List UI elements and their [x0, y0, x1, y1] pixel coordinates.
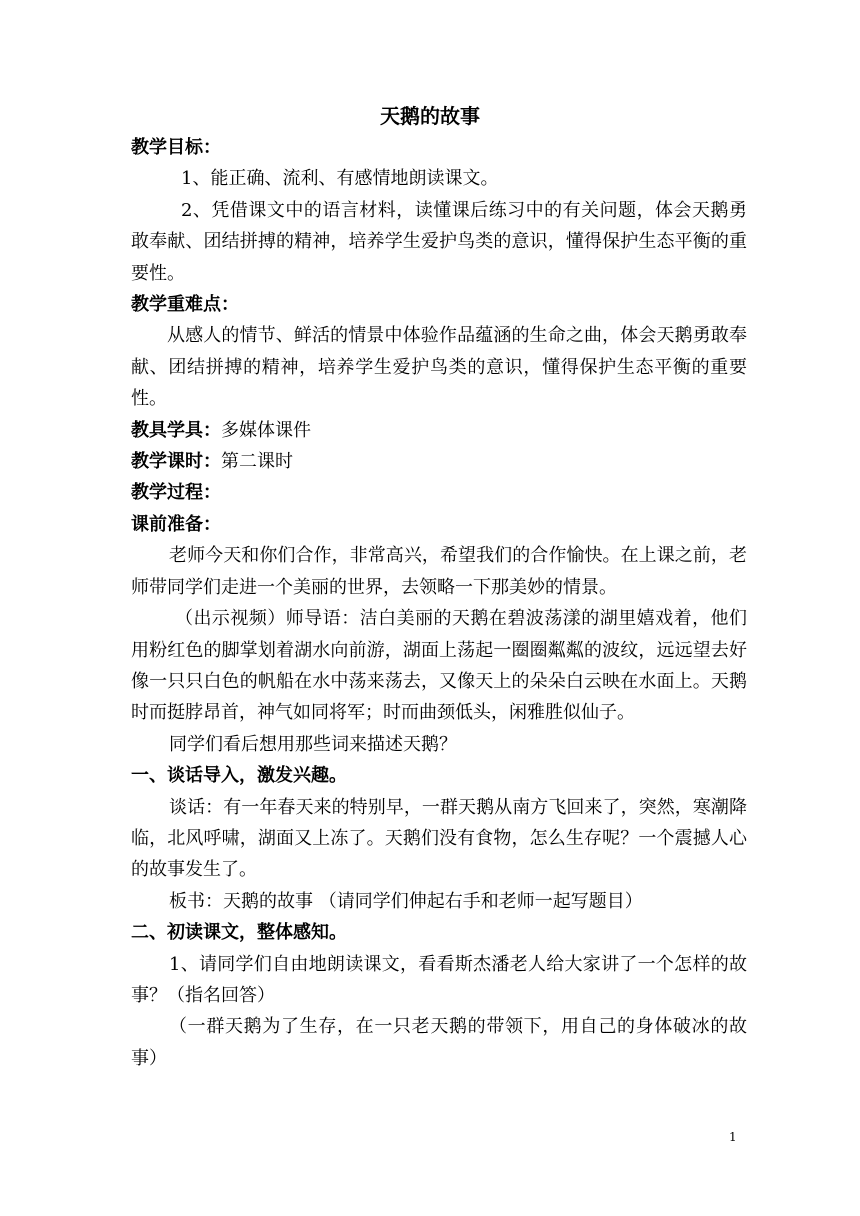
section-2-paragraph-2: （一群天鹅为了生存，在一只老天鹅的带领下，用自己的身体破冰的故事）	[131, 1016, 747, 1069]
key-points-heading: 教学重难点：	[131, 294, 239, 316]
period-value: 第二课时	[221, 451, 293, 473]
prep-paragraph-3: 同学们看后想用那些词来描述天鹅？	[169, 733, 457, 755]
tools-value: 多媒体课件	[221, 419, 311, 441]
section-1-heading: 一、谈话导入，激发兴趣。	[131, 765, 347, 787]
objectives-heading: 教学目标：	[131, 137, 221, 158]
document-title: 天鹅的故事	[380, 104, 480, 128]
period-label: 教学课时：	[131, 451, 221, 473]
key-points-text: 从感人的情节、鲜活的情景中体验作品蕴涵的生命之曲，体会天鹅勇敢奉献、团结拼搏的精神，培养学生爱护鸟类的意识，懂得保护生态平衡的重要性。	[131, 325, 747, 410]
prep-heading: 课前准备：	[131, 513, 221, 535]
section-2-paragraph-1: 1、请同学们自由地朗读课文，看看斯杰潘老人给大家讲了一个怎样的故事？（指名回答）	[131, 953, 747, 1006]
tools-label: 教具学具：	[131, 419, 221, 441]
period-line	[131, 446, 747, 477]
tools-line	[131, 415, 747, 446]
objective-1: 1、能正确、流利、有感情地朗读课文。	[181, 168, 499, 190]
section-2-heading: 二、初读课文，整体感知。	[131, 922, 347, 944]
prep-paragraph-1: 老师今天和你们合作，非常高兴，希望我们的合作愉快。在上课之前，老师带同学们走进一个美丽的世界，去领略一下那美妙的情景。	[131, 545, 747, 598]
prep-paragraph-2: （出示视频）师导语：洁白美丽的天鹅在碧波荡漾的湖里嬉戏着，他们用粉红色的脚掌划着湖水向前游，湖面上荡起一圈圈粼粼的波纹，远远望去好像一只只白色的帆船在水中荡来荡去，又像天上的朵朵白云映在水面上。天鹅时而挺脖昂首，神气如同将军；时而曲颈低头，闲雅胜似仙子。	[131, 608, 747, 724]
section-1-paragraph-1: 谈话：有一年春天来的特别早，一群天鹅从南方飞回来了，突然，寒潮降临，北风呼啸，湖面又上冻了。天鹅们没有食物，怎么生存呢？一个震撼人心的故事发生了。	[131, 796, 747, 881]
process-heading: 教学过程：	[131, 482, 221, 504]
page-number: 1	[729, 1130, 737, 1144]
section-1-paragraph-2: 板书：天鹅的故事 （请同学们伸起右手和老师一起写题目）	[169, 890, 643, 912]
document-body	[131, 132, 747, 1074]
objective-2: 2、凭借课文中的语言材料，读懂课后练习中的有关问题，体会天鹅勇敢奉献、团结拼搏的精神，培养学生爱护鸟类的意识，懂得保护生态平衡的重要性。	[131, 199, 747, 284]
